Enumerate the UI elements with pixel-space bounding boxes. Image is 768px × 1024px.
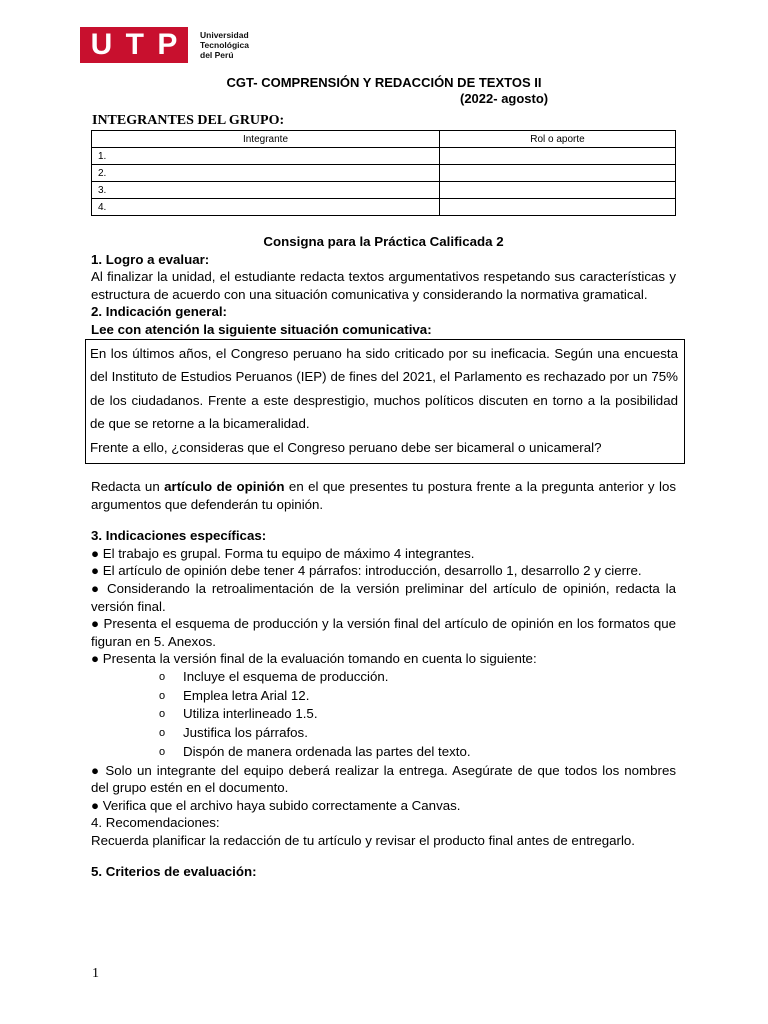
- sub-list-item: o Emplea letra Arial 12.: [159, 687, 676, 706]
- member-cell[interactable]: 3.: [92, 182, 440, 199]
- logo-text: [200, 30, 249, 60]
- section-1-heading: 1. Logro a evaluar:: [91, 251, 210, 267]
- logo-letter-u: U: [90, 28, 113, 61]
- section-4-text: Recuerda planificar la redacción de tu artículo y revisar el producto final antes de entregarlo.: [91, 832, 635, 848]
- role-cell[interactable]: [440, 199, 676, 216]
- document-subtitle: (2022- agosto): [460, 91, 549, 106]
- situation-text: En los últimos años, el Congreso peruano ha sido criticado por su ineficacia. Según una encuesta del Instituto de Estudios Peruanos (IEP) de fines del 2021, el Parlamento es rechazado por un 75% de los ciudadanos. Frente a este desprestigio, muchos políticos discuten en torno a la posibilidad de que se retorne a la bicameralidad.: [90, 345, 678, 432]
- section-2-lead: Lee con atención la siguiente situación comunicativa:: [91, 321, 432, 337]
- document-body: [91, 233, 676, 881]
- logo-line: Universidad: [200, 30, 249, 40]
- situation-question: Frente a ello, ¿consideras que el Congreso peruano debe ser bicameral o unicameral?: [90, 439, 602, 455]
- bullet-item: ● El artículo de opinión debe tener 4 párrafos: introducción, desarrollo 1, desarrollo 2 y cierre.: [91, 563, 642, 579]
- redacta-paragraph: [91, 478, 676, 513]
- group-heading: INTEGRANTES DEL GRUPO:: [92, 113, 285, 128]
- page-number: 1: [92, 966, 99, 981]
- table-row: [92, 148, 676, 165]
- bullet-item: ● Presenta la versión final de la evaluación tomando en cuenta lo siguiente:: [91, 651, 537, 667]
- sub-list-item: o Dispón de manera ordenada las partes del texto.: [159, 743, 676, 762]
- member-cell[interactable]: 1.: [92, 148, 440, 165]
- column-header-integrante: Integrante: [92, 131, 440, 148]
- section-4-heading: 4. Recomendaciones:: [91, 815, 220, 831]
- bullet-item: ● Verifica que el archivo haya subido correctamente a Canvas.: [91, 797, 461, 813]
- bullet-item: ● El trabajo es grupal. Forma tu equipo de máximo 4 integrantes.: [91, 545, 475, 561]
- table-row: [92, 182, 676, 199]
- logo-line: del Perú: [200, 50, 234, 60]
- redacta-pre: Redacta un: [91, 479, 165, 495]
- document-title: CGT- COMPRENSIÓN Y REDACCIÓN DE TEXTOS II: [226, 75, 542, 90]
- bullet-item: ● Considerando la retroalimentación de la versión preliminar del artículo de opinión, redacta la versión final.: [91, 581, 676, 614]
- sub-list-item: o Justifica los párrafos.: [159, 724, 676, 743]
- section-1-text: Al finalizar la unidad, el estudiante redacta textos argumentativos respetando sus características y estructura de acuerdo con una situación comunicativa y considerando la normativa gramatical.: [91, 269, 676, 302]
- redacta-bold: artículo de opinión: [164, 479, 285, 495]
- utp-logo: [80, 27, 249, 63]
- logo-letter-p: P: [157, 28, 178, 61]
- situation-box: [85, 339, 685, 465]
- consigna-title: Consigna para la Práctica Calificada 2: [263, 234, 504, 249]
- table-row: [92, 165, 676, 182]
- members-table: [91, 130, 676, 216]
- table-row: [92, 199, 676, 216]
- section-5-heading: 5. Criterios de evaluación:: [91, 864, 257, 880]
- section-3-heading: 3. Indicaciones específicas:: [91, 528, 267, 544]
- redacta-post: en el que presentes tu postura frente a la pregunta anterior y los argumentos que defenderán tu opinión.: [91, 479, 676, 512]
- bullet-item: ● Solo un integrante del equipo deberá realizar la entrega. Asegúrate de que todos los nombres del grupo estén en el documento.: [91, 762, 676, 796]
- sub-list-item: o Utiliza interlineado 1.5.: [159, 705, 676, 724]
- table-header-row: [92, 131, 676, 148]
- sub-list: [91, 668, 676, 762]
- section-2-heading: 2. Indicación general:: [91, 304, 227, 320]
- member-cell[interactable]: 4.: [92, 199, 440, 216]
- role-cell[interactable]: [440, 165, 676, 182]
- logo-letter-t: T: [125, 28, 144, 61]
- role-cell[interactable]: [440, 182, 676, 199]
- bullet-item: ● Presenta el esquema de producción y la versión final del artículo de opinión en los formatos que figuran en 5. Anexos.: [91, 616, 676, 649]
- logo-line: Tecnológica: [200, 40, 249, 50]
- member-cell[interactable]: 2.: [92, 165, 440, 182]
- sub-list-item: o Incluye el esquema de producción.: [159, 668, 676, 687]
- utp-logo-mark: [80, 27, 188, 63]
- role-cell[interactable]: [440, 148, 676, 165]
- column-header-rol: Rol o aporte: [440, 131, 676, 148]
